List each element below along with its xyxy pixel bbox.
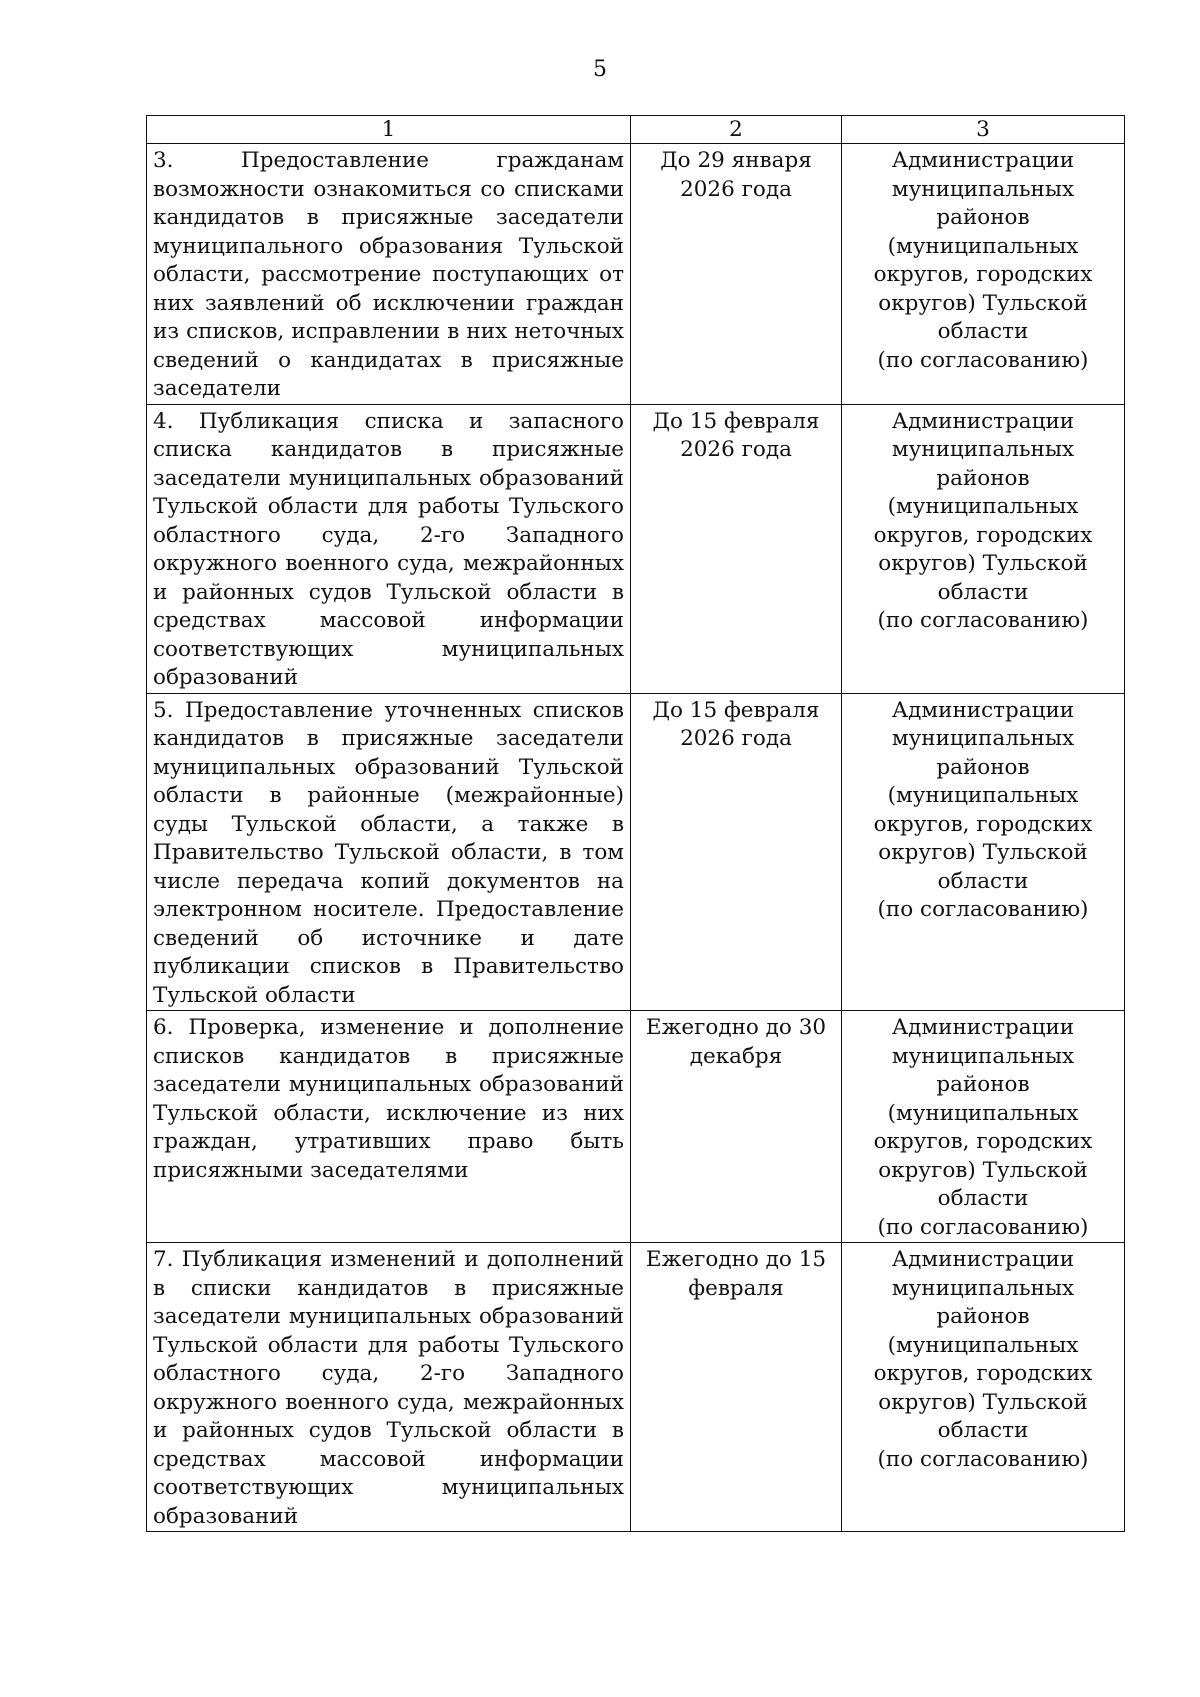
responsible-cell <box>842 404 1125 693</box>
task-cell: 4. Публикация списка и запасного списка кандидатов в присяжные заседатели муниципальных образований Тульской области для работы Тульского областного суда, 2-го Западного окружного военного суда, межрайонных и районных судов Тульской области в средствах массовой информации соответствующих муниципальных образований <box>147 404 631 693</box>
table-row <box>147 404 1125 693</box>
deadline-cell: До 15 февраля 2026 года <box>631 404 842 693</box>
responsible-text: Администрации муниципальных районов (муниципальных округов, городских округов) Тульской области <box>873 697 1093 894</box>
agreement-note: (по согласованию) <box>877 897 1089 922</box>
deadline-cell: До 15 февраля 2026 года <box>631 693 842 1011</box>
table-row <box>147 693 1125 1011</box>
agreement-note: (по согласованию) <box>877 347 1089 373</box>
column-header-3: 3 <box>842 116 1125 144</box>
deadline-cell: Ежегодно до 30 декабря <box>631 1011 842 1243</box>
plan-table <box>146 115 1125 1532</box>
task-cell: 3. Предоставление гражданам возможности ознакомиться со списками кандидатов в присяжные заседатели муниципального образования Тульской области, рассмотрение поступающих от них заявлений об исключении граждан из списков, исправлении в них неточных сведений о кандидатах в присяжные заседатели <box>147 144 631 405</box>
table-header-row <box>147 116 1125 144</box>
table-row <box>147 1011 1125 1243</box>
responsible-cell <box>842 1011 1125 1243</box>
page-number: 5 <box>593 57 607 82</box>
task-cell: 5. Предоставление уточненных списков кандидатов в присяжные заседатели муниципальных образований Тульской области в районные (межрайонные) суды Тульской области, а также в Правительство Тульской области, в том числе передача копий документов на электронном носителе. Предоставление сведений об источнике и дате публикации списков в Правительство Тульской области <box>147 693 631 1011</box>
responsible-cell <box>842 1243 1125 1532</box>
table-row <box>147 1243 1125 1532</box>
task-cell: 6. Проверка, изменение и дополнение списков кандидатов в присяжные заседатели муниципальных образований Тульской области, исключение из них граждан, утративших право быть присяжными заседателями <box>147 1011 631 1243</box>
responsible-text: Администрации муниципальных районов (муниципальных округов, городских округов) Тульской области <box>873 1015 1093 1211</box>
agreement-note: (по согласованию) <box>877 608 1089 633</box>
table-row <box>147 144 1125 405</box>
responsible-cell <box>842 144 1125 405</box>
column-header-1: 1 <box>147 116 631 144</box>
deadline-cell: До 29 января 2026 года <box>631 144 842 405</box>
responsible-text: Администрации муниципальных районов (муниципальных округов, городских округов) Тульской области <box>873 148 1093 344</box>
responsible-text: Администрации муниципальных районов (муниципальных округов, городских округов) Тульской области <box>873 408 1093 605</box>
agreement-note: (по согласованию) <box>877 1446 1089 1472</box>
responsible-text: Администрации муниципальных районов (муниципальных округов, городских округов) Тульской области <box>873 1247 1093 1443</box>
agreement-note: (по согласованию) <box>877 1214 1089 1240</box>
responsible-cell <box>842 693 1125 1011</box>
column-header-2: 2 <box>631 116 842 144</box>
task-cell: 7. Публикация изменений и дополнений в списки кандидатов в присяжные заседатели муниципальных образований Тульской области для работы Тульского областного суда, 2-го Западного окружного военного суда, межрайонных и районных судов Тульской области в средствах массовой информации соответствующих муниципальных образований <box>147 1243 631 1532</box>
deadline-cell: Ежегодно до 15 февраля <box>631 1243 842 1532</box>
